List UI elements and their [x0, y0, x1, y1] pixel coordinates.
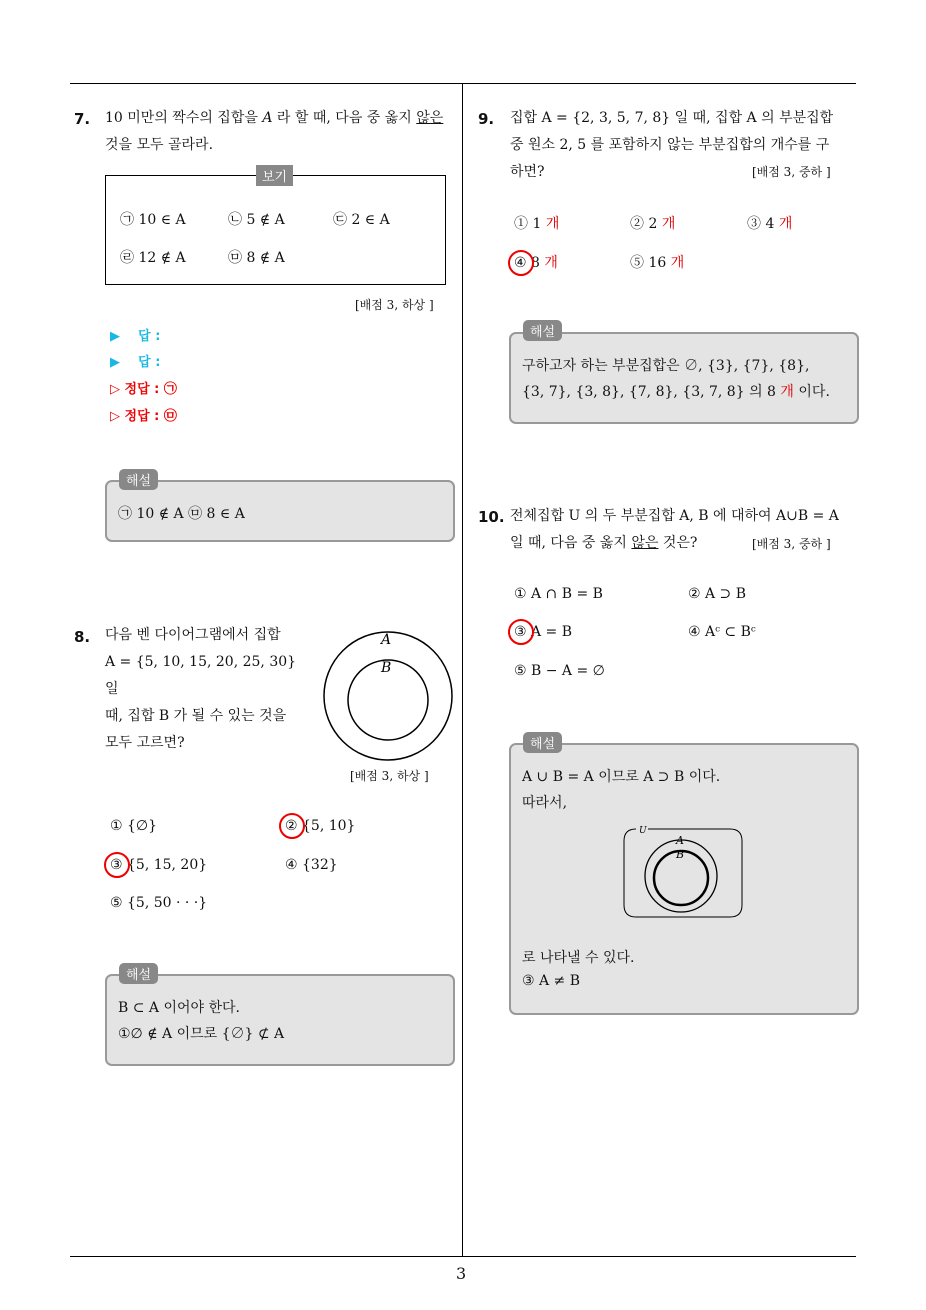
q7-bogi-item: ㉠ 10 ∈ A	[120, 212, 186, 228]
q7-explanation-title: 해설	[119, 469, 158, 490]
page-number: 3	[456, 1264, 467, 1283]
q10-choice[interactable]: ① A ∩ B = B	[514, 586, 603, 602]
q7-bogi-item: ㉣ 12 ∉ A	[120, 250, 186, 266]
q9-choice[interactable]: ② 2 개	[630, 216, 676, 232]
q8-choice[interactable]: ⑤ {5, 50 · · ·}	[110, 895, 208, 911]
q10-choice[interactable]: ⑤ B − A = ∅	[514, 663, 605, 679]
q7-answer-row: ▶ 답 :	[110, 329, 161, 344]
q8-question: 다음 벤 다이어그램에서 집합 A = {5, 10, 15, 20, 25, 30} 일 때, 집합 B 가 될 수 있는 것을 모두 고르면?	[105, 627, 297, 751]
q7-correct-row: ▷ 정답 : ㉤	[110, 409, 177, 424]
q9-choice[interactable]: ③ 4 개	[747, 216, 793, 232]
q8-explanation-line: ①∅ ∉ A 이므로 {∅} ⊄ A	[118, 1026, 285, 1042]
q9-explanation-line: {3, 7}, {3, 8}, {7, 8}, {3, 7, 8} 의 8 개 이다.	[522, 384, 830, 400]
bottom-rule	[70, 1256, 856, 1257]
q10-number: 10.	[478, 508, 505, 526]
q8-explanation-line: B ⊂ A 이어야 한다.	[118, 1000, 240, 1016]
q10-choice[interactable]: ② A ⊃ B	[688, 586, 747, 602]
q10-choice[interactable]: ④ Aᶜ ⊂ Bᶜ	[688, 624, 756, 640]
q9-choice[interactable]: ⑤ 16 개	[630, 255, 685, 271]
venn-outer-circle	[324, 632, 452, 760]
q7-question: 10 미만의 짝수의 집합을 A 라 할 때, 다음 중 옳지 않은 것을 모두 골라라.	[105, 110, 444, 153]
q9-choice[interactable]: ④ 8 개	[514, 255, 558, 271]
q7-explanation-text: ㉠ 10 ∉ A ㉤ 8 ∈ A	[118, 506, 245, 522]
q10-explanation-line: A ∪ B = A 이므로 A ⊃ B 이다.	[522, 769, 721, 785]
venn-label-b: B	[676, 848, 685, 861]
q9-explanation-title: 해설	[523, 320, 562, 341]
q7-bogi-item: ㉢ 2 ∈ A	[333, 212, 390, 228]
q10-explanation-title: 해설	[523, 732, 562, 753]
q10-score: [배점 3, 중하 ]	[752, 537, 831, 551]
play-icon: ▶	[110, 355, 120, 370]
top-rule	[70, 83, 856, 84]
play-outline-icon: ▷	[110, 382, 120, 397]
q8-venn-diagram	[318, 630, 458, 762]
q7-bogi-box	[105, 175, 446, 285]
q8-explanation-title: 해설	[119, 963, 158, 984]
q7-answer-row: ▶ 답 :	[110, 355, 161, 370]
q7-score: [배점 3, 하상 ]	[355, 298, 434, 312]
venn-label-a: A	[676, 834, 684, 847]
column-divider	[462, 83, 463, 1256]
q8-score: [배점 3, 하상 ]	[350, 769, 429, 783]
q9-explanation-line: 구하고자 하는 부분집합은 ∅, {3}, {7}, {8},	[522, 358, 810, 374]
q8-choice[interactable]: ② {5, 10}	[285, 818, 356, 834]
q9-number: 9.	[478, 110, 495, 128]
q7-bogi-title: 보기	[256, 165, 293, 186]
q8-choice[interactable]: ① {∅}	[110, 818, 158, 834]
q8-choice[interactable]: ④ {32}	[285, 857, 338, 873]
venn-label-b: B	[381, 660, 392, 676]
q9-question: 집합 A = {2, 3, 5, 7, 8} 일 때, 집합 A 의 부분집합 중 원소 2, 5 를 포함하지 않는 부분집합의 개수를 구 하면?	[510, 110, 834, 180]
q10-explanation-line: ③ A ≠ B	[522, 973, 581, 989]
play-icon: ▶	[110, 329, 120, 344]
q10-explanation-line: 로 나타낼 수 있다.	[522, 950, 635, 966]
q9-choice[interactable]: ① 1 개	[514, 216, 560, 232]
q9-explanation-box	[509, 332, 859, 424]
q7-number: 7.	[74, 110, 91, 128]
q10-explanation-line: 따라서,	[522, 795, 568, 811]
venn-label-a: A	[381, 632, 392, 648]
q8-number: 8.	[74, 628, 91, 646]
q7-bogi-item: ㉡ 5 ∉ A	[228, 212, 285, 228]
q8-choice[interactable]: ③ {5, 15, 20}	[110, 857, 208, 873]
q10-venn-diagram	[622, 826, 744, 920]
venn-label-u: U	[639, 826, 647, 836]
q10-question: 전체집합 U 의 두 부분집합 A, B 에 대하여 A∪B = A 일 때, 다음 중 옳지 않은 것은?	[510, 508, 839, 551]
q7-correct-row: ▷ 정답 : ㉠	[110, 382, 177, 397]
q10-choice[interactable]: ③ A = B	[514, 624, 573, 640]
play-outline-icon: ▷	[110, 409, 120, 424]
q8-explanation-box	[105, 974, 455, 1066]
q9-score: [배점 3, 중하 ]	[752, 165, 831, 179]
q7-bogi-item: ㉤ 8 ∉ A	[228, 250, 285, 266]
